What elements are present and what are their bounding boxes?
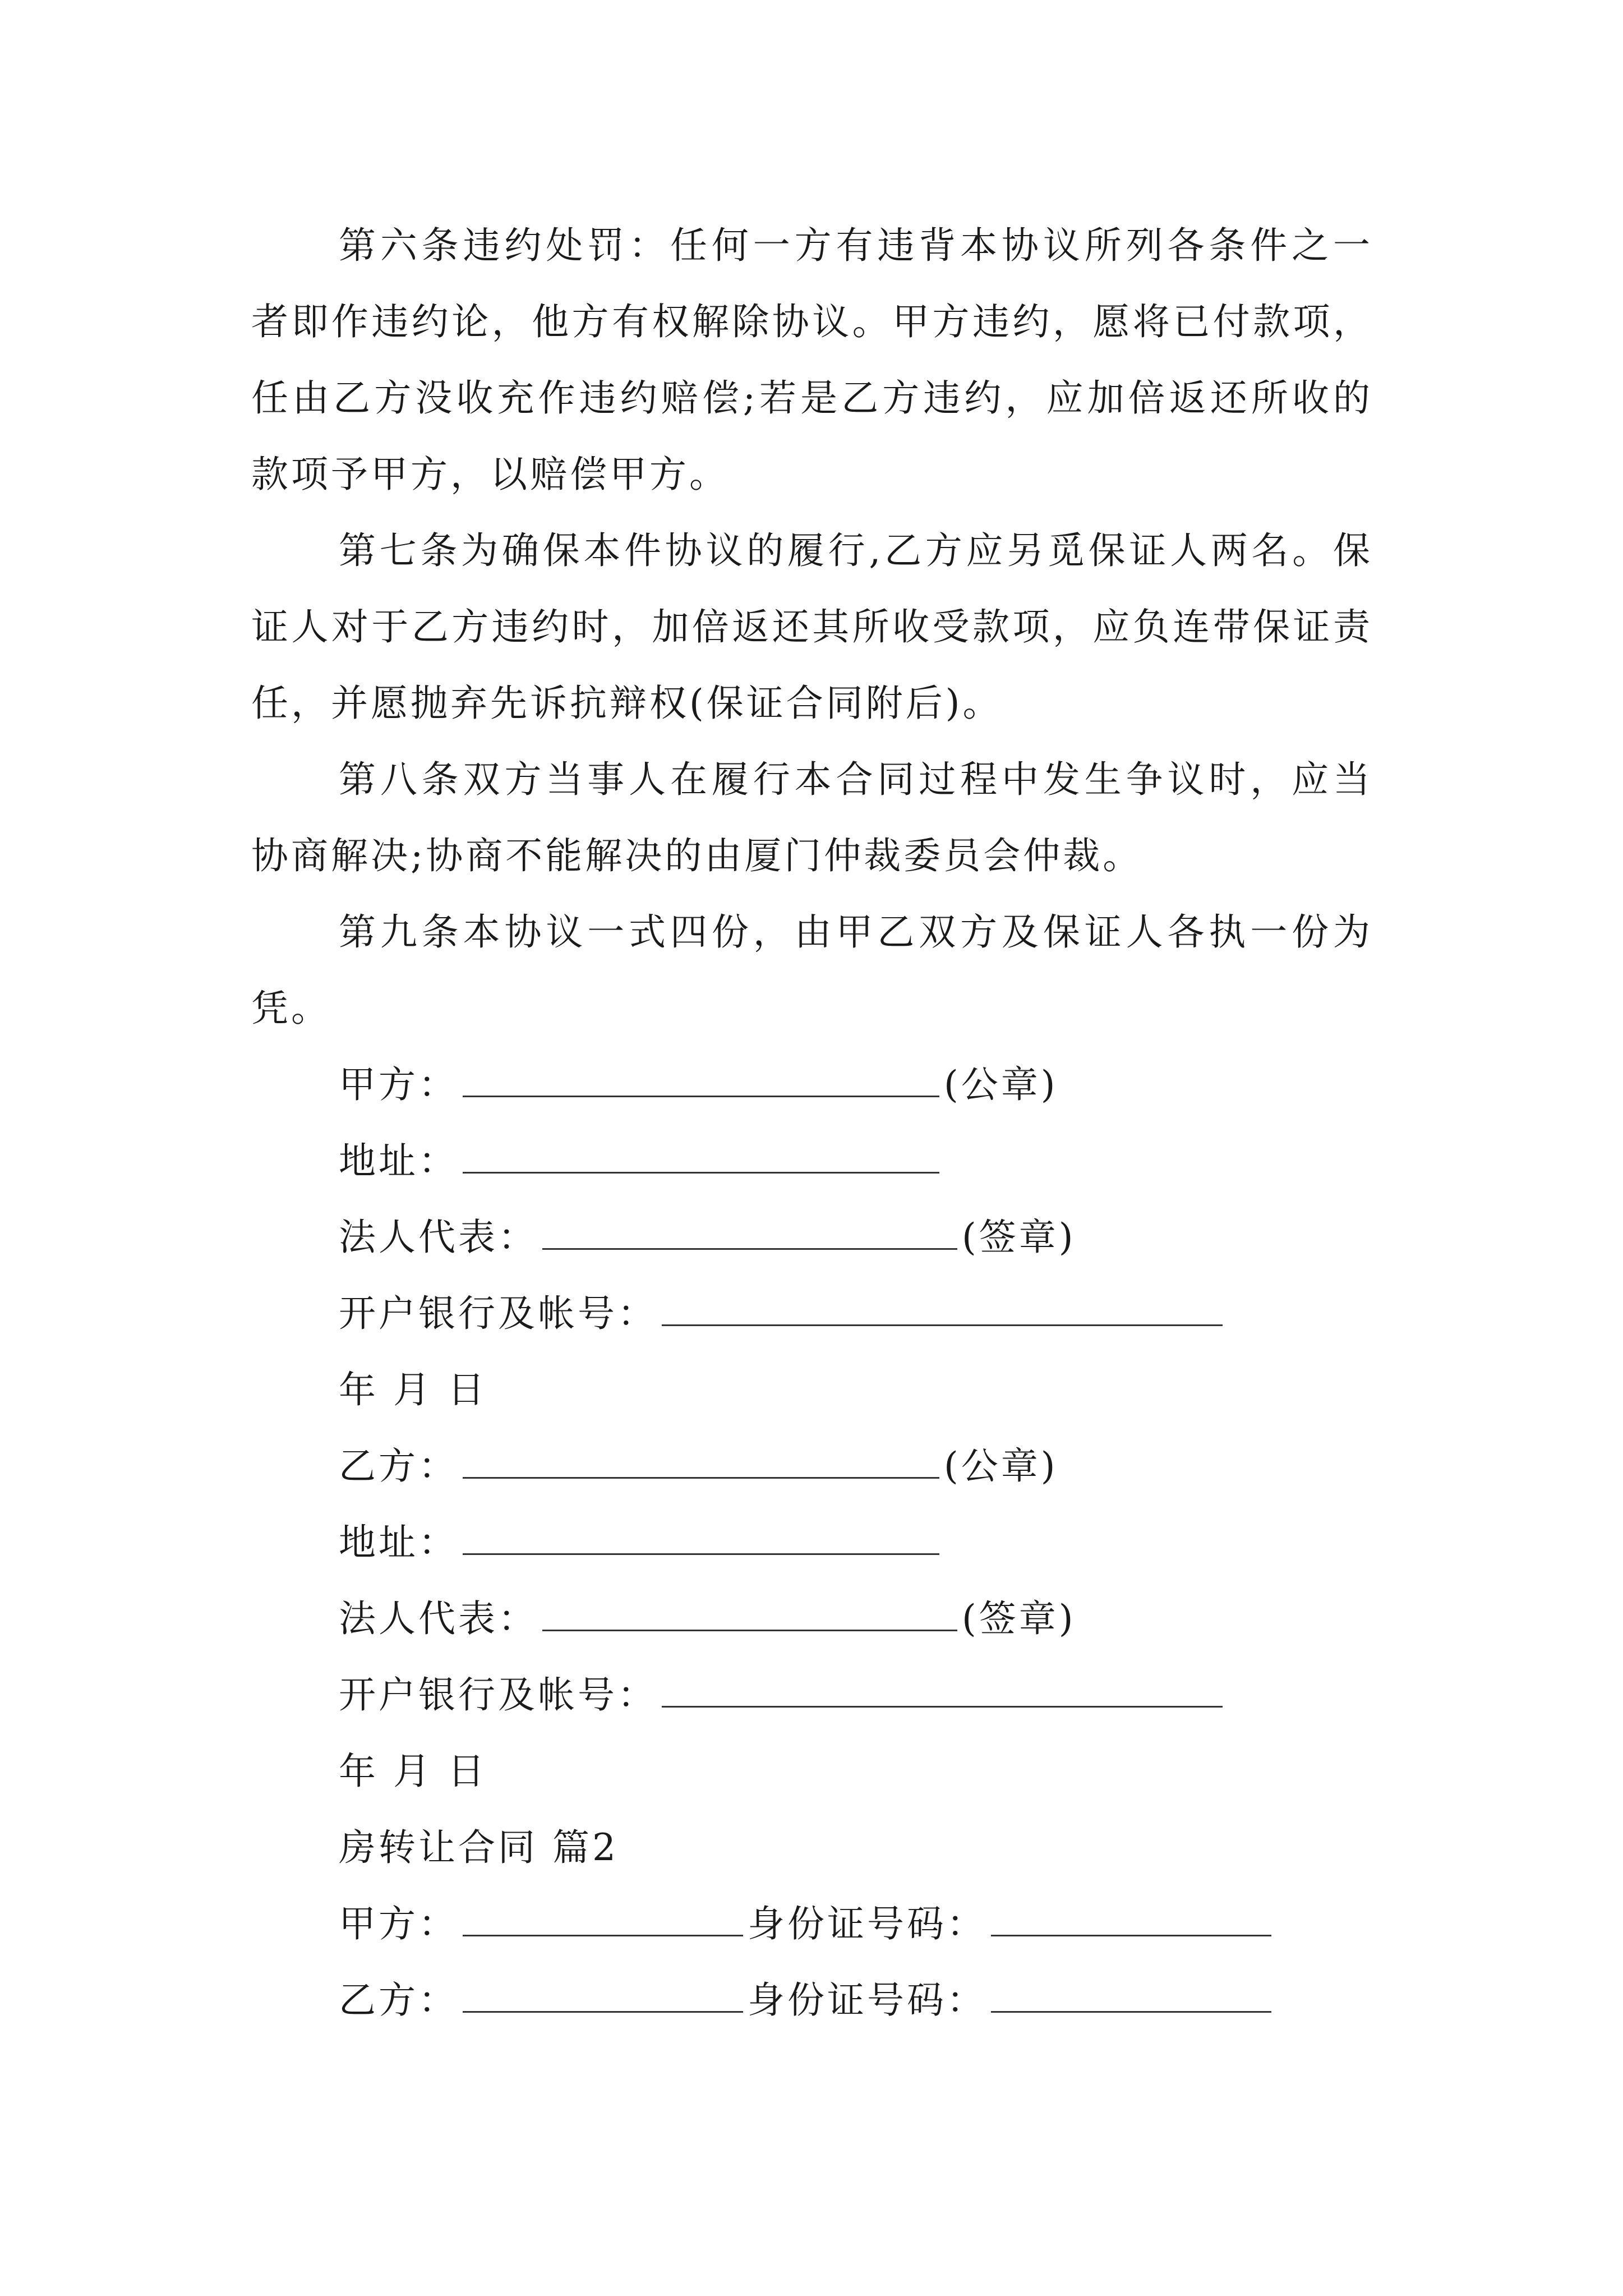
- party-b-address-label: 地址：: [339, 1521, 458, 1564]
- party-a-bank-blank[interactable]: [662, 1291, 1223, 1326]
- party-a-rep-line: [251, 1199, 1373, 1276]
- party-b-seal: (公章): [944, 1444, 1058, 1488]
- party-a-rep-blank[interactable]: [542, 1214, 957, 1250]
- section-2-party-a-blank[interactable]: [463, 1901, 743, 1936]
- party-a-seal: (公章): [944, 1063, 1058, 1106]
- party-b-blank[interactable]: [463, 1443, 939, 1479]
- party-b-address-blank[interactable]: [463, 1520, 939, 1555]
- section-2-party-a-id-label: 身份证号码：: [748, 1902, 986, 1945]
- party-a-rep-label: 法人代表：: [339, 1216, 538, 1259]
- section-2-party-b-line: [251, 1962, 1373, 2039]
- party-b-rep-line: [251, 1581, 1373, 1657]
- party-a-bank-label: 开户银行及帐号：: [339, 1292, 657, 1335]
- party-a-date: 年 月 日: [339, 1368, 487, 1411]
- party-b-line: [251, 1428, 1373, 1504]
- article-6: 第六条违约处罚：任何一方有违背本协议所列各条件之一者即作违约论，他方有权解除协议。甲方违约，愿将已付款项，任由乙方没收充作违约赔偿;若是乙方违约，应加倍返还所收的款项予甲方，以赔偿甲方。: [251, 224, 1373, 496]
- section-2-party-a-line: [251, 1886, 1373, 1962]
- article-7: 第七条为确保本件协议的履行,乙方应另觅保证人两名。保证人对于乙方违约时，加倍返还其所收受款项，应负连带保证责任，并愿抛弃先诉抗辩权(保证合同附后)。: [251, 529, 1373, 725]
- party-a-label: 甲方：: [339, 1063, 458, 1106]
- party-b-bank-line: [251, 1657, 1373, 1733]
- party-a-address-blank[interactable]: [463, 1138, 939, 1174]
- section-2-party-a-id-blank[interactable]: [991, 1901, 1271, 1936]
- article-8: 第八条双方当事人在履行本合同过程中发生争议时，应当协商解决;协商不能解决的由厦门仲裁委员会仲裁。: [251, 758, 1373, 877]
- party-b-bank-blank[interactable]: [662, 1672, 1223, 1708]
- party-a-rep-seal: (签章): [962, 1216, 1076, 1259]
- article-9: 第九条本协议一式四份，由甲乙双方及保证人各执一份为凭。: [251, 910, 1373, 1030]
- party-a-address-line: [251, 1123, 1373, 1199]
- party-b-rep-label: 法人代表：: [339, 1597, 538, 1640]
- party-b-label: 乙方：: [339, 1444, 458, 1488]
- section-2-party-a-label: 甲方：: [339, 1902, 458, 1945]
- party-a-line: [251, 1047, 1373, 1123]
- party-a-bank-line: [251, 1276, 1373, 1352]
- party-b-rep-seal: (签章): [962, 1597, 1076, 1640]
- party-a-blank[interactable]: [463, 1062, 939, 1097]
- party-a-address-label: 地址：: [339, 1139, 458, 1182]
- section-2-party-b-blank[interactable]: [463, 1977, 743, 2013]
- party-b-rep-blank[interactable]: [542, 1596, 957, 1631]
- section-2-party-b-id-label: 身份证号码：: [748, 1978, 986, 2022]
- party-b-address-line: [251, 1504, 1373, 1581]
- party-b-date: 年 月 日: [339, 1750, 487, 1793]
- section-2-title: 房转让合同 篇2: [339, 1826, 619, 1869]
- party-b-bank-label: 开户银行及帐号：: [339, 1673, 657, 1717]
- section-2-party-b-label: 乙方：: [339, 1978, 458, 2022]
- section-2-party-b-id-blank[interactable]: [991, 1977, 1271, 2013]
- document-body: [251, 208, 1373, 2039]
